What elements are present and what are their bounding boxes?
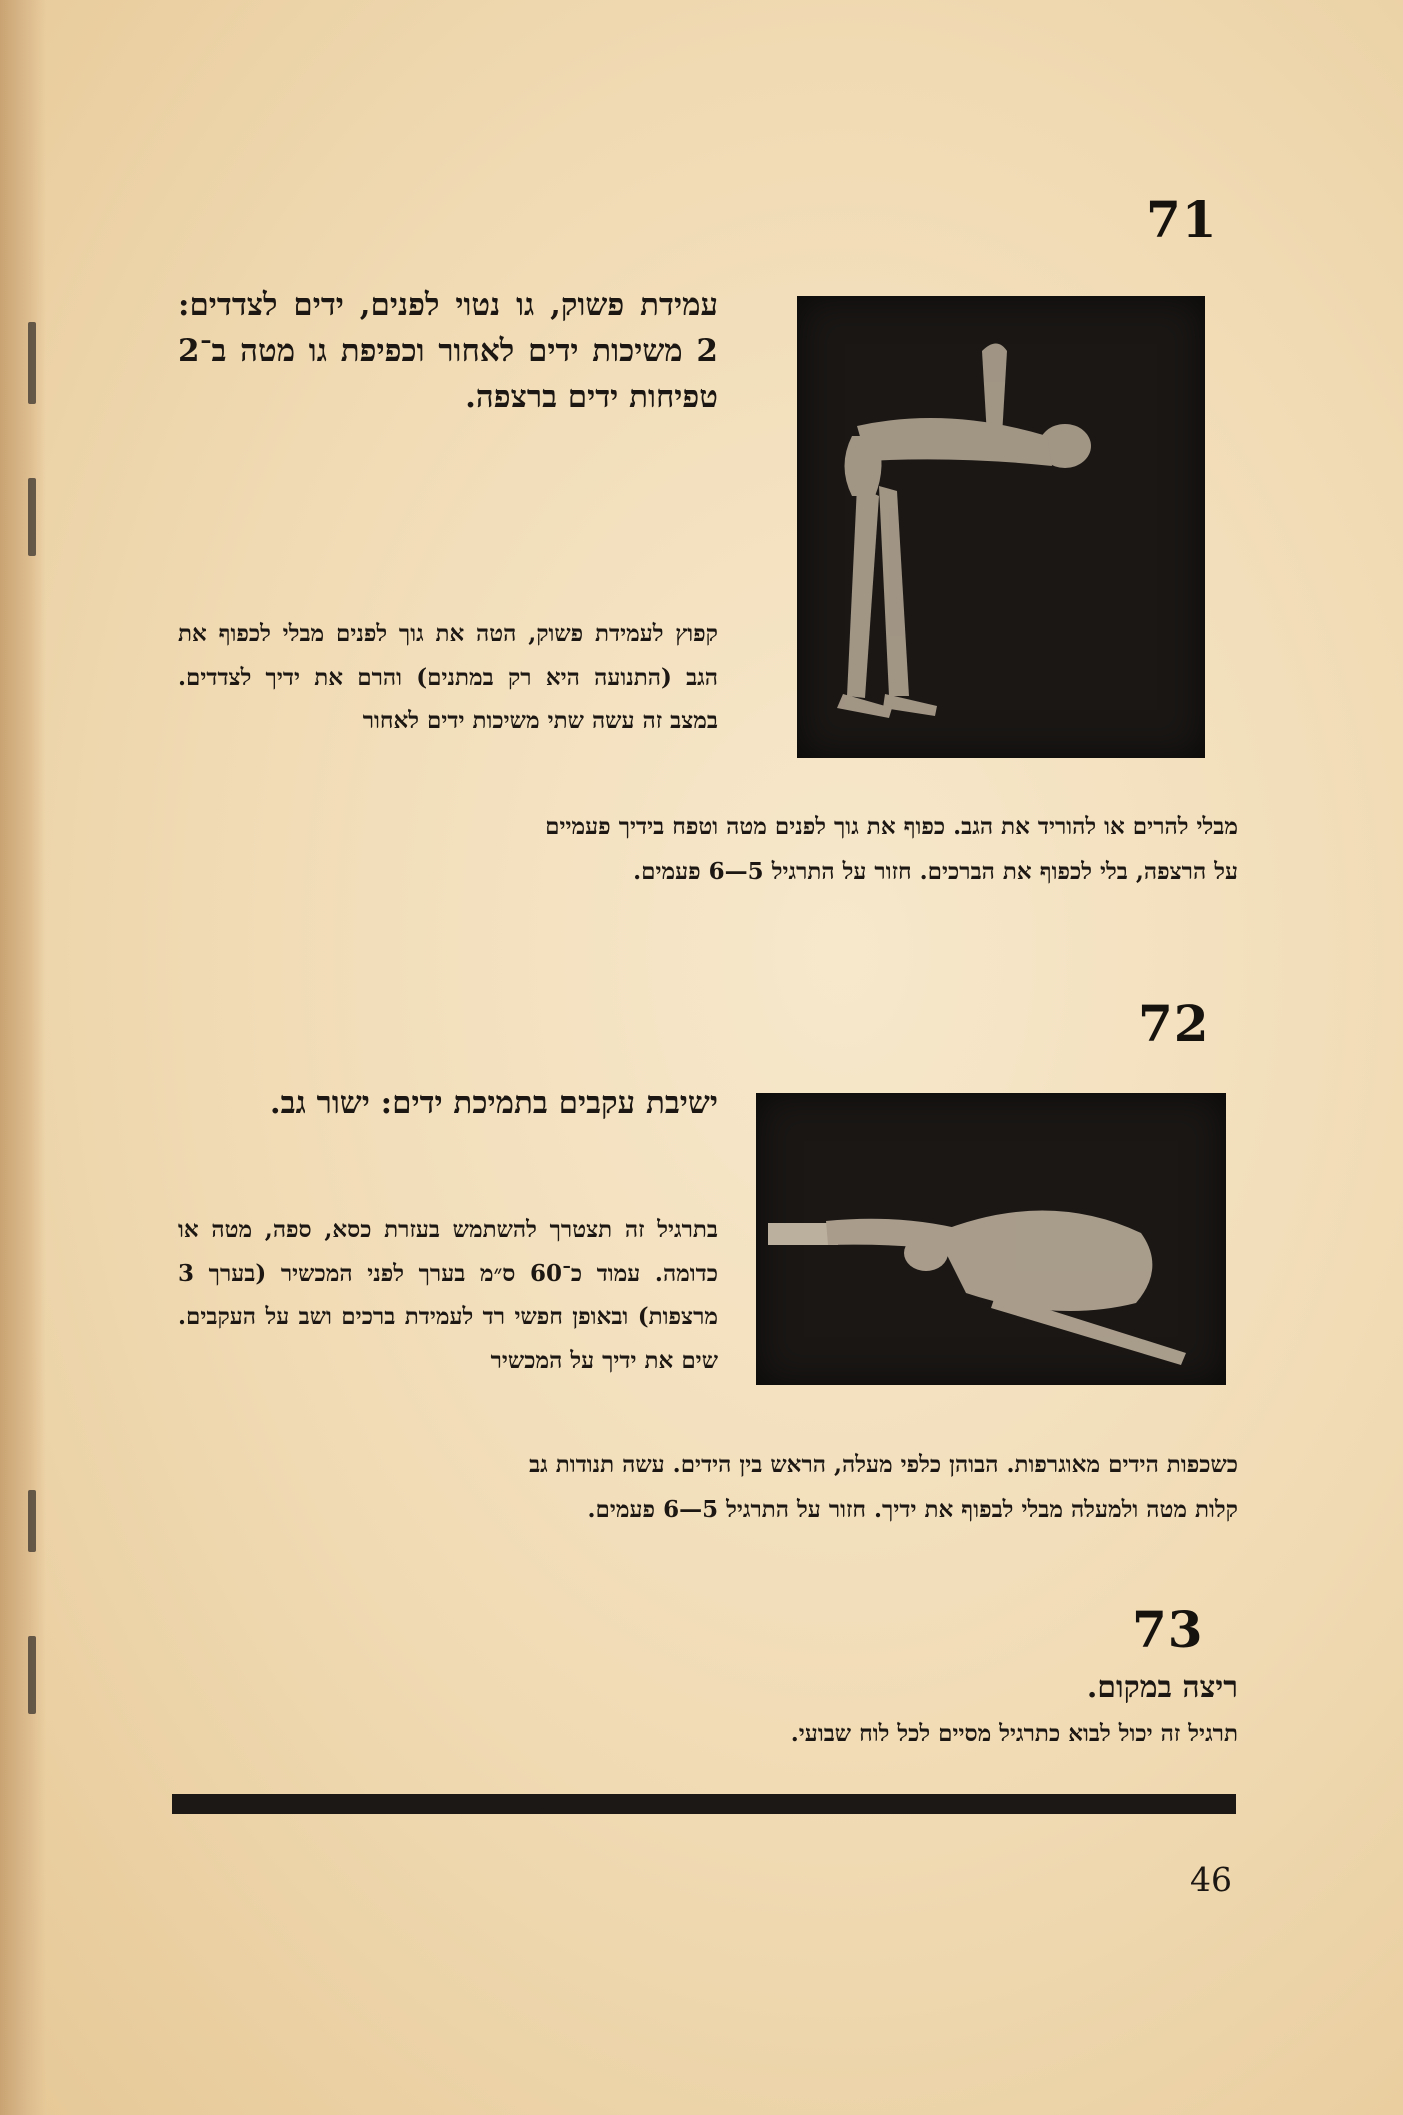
exercise-heading: ריצה במקום.	[1086, 1670, 1238, 1705]
figure-illustration	[756, 1093, 1226, 1385]
exercise-heading: עמידת פשוק, גו נטוי לפנים, ידים לצדדים: 2 משיכות ידים לאחור וכפיפת גו מטה ב־2 טפיחות ידים ברצפה.	[178, 287, 718, 415]
exercise-number: 73	[1132, 1600, 1204, 1659]
staple-mark	[28, 322, 36, 404]
section-divider	[172, 1794, 1236, 1814]
figure-illustration	[797, 296, 1205, 758]
exercise-body-line: מבלי להרים או להוריד את הגב. כפוף את גוך לפנים מטה וטפח בידיך פעמיים	[545, 813, 1238, 840]
exercise-body-line: קלות מטה ולמעלה מבלי לבפוף את ידיך. חזור על התרגיל 5—6 פעמים.	[587, 1496, 1238, 1523]
exercise-body-line: כשכפות הידים מאוגרפות. הבוהן כלפי מעלה, הראש בין הידים. עשה תנודות גב	[529, 1451, 1238, 1478]
exercise-body: קפוץ לעמידת פשוק, הטה את גוך לפנים מבלי לכפוף את הגב (התנועה היא רק במתנים) והרם את ידיך לצדדים. במצב זה עשה שתי משיכות ידים לאחור	[178, 620, 718, 734]
exercise-number: 72	[1138, 994, 1210, 1053]
exercise-heading: ישיבת עקבים בתמיכת ידים: ישור גב.	[269, 1085, 718, 1121]
exercise-photo	[797, 296, 1205, 758]
exercise-body-line: תרגיל זה יכול לבוא כתרגיל מסיים לכל לוח שבועי.	[790, 1720, 1238, 1747]
staple-mark	[28, 1490, 36, 1552]
exercise-number: 71	[1146, 190, 1218, 249]
staple-mark	[28, 1636, 36, 1714]
binding-edge	[0, 0, 46, 2115]
exercise-body-line: על הרצפה, בלי לכפוף את הברכים. חזור על התרגיל 5—6 פעמים.	[633, 858, 1238, 885]
exercise-body: בתרגיל זה תצטרך להשתמש בעזרת כסא, ספה, מטה או כדומה. עמוד כ־60 ס״מ בערך לפני המכשיר (בערך 3 מרצפות) ובאופן חפשי רד לעמידת ברכים ושב על העקבים. שים את ידיך על המכשיר	[178, 1216, 718, 1374]
exercise-photo	[756, 1093, 1226, 1385]
staple-mark	[28, 478, 36, 556]
page-number: 46	[1190, 1860, 1232, 1899]
